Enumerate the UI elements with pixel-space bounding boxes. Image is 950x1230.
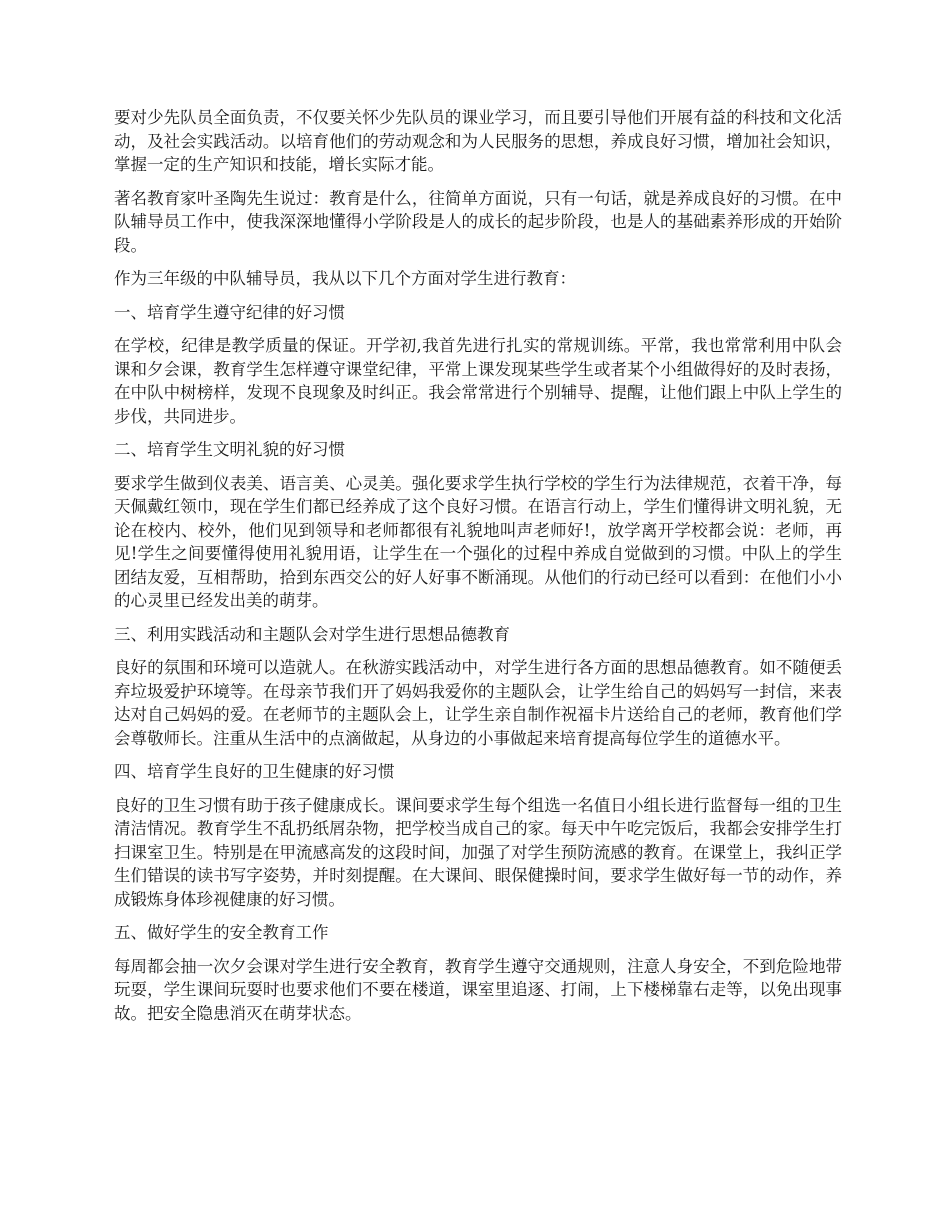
paragraph-quote: 著名教育家叶圣陶先生说过：教育是什么，往简单方面说，只有一句话，就是养成良好的习惯。在中队辅导员工作中，使我深深地懂得小学阶段是人的成长的起步阶段，也是人的基础素养形成的开始阶段。 [114,188,842,255]
section-heading-moral-education: 三、利用实践活动和主题队会对学生进行思想品德教育 [114,624,510,644]
section-heading-manners: 二、培育学生文明礼貌的好习惯 [114,440,345,459]
document-body [114,106,842,1035]
section-heading-safety: 五、做好学生的安全教育工作 [114,923,329,942]
section-heading-hygiene: 四、培育学生良好的卫生健康的好习惯 [114,762,395,781]
paragraph-safety: 每周都会抽一次夕会课对学生进行安全教育，教育学生遵守交通规则，注意人身安全，不到危险地带玩耍，学生课间玩耍时也要求他们不要在楼道，课室里追逐、打闹，上下楼梯靠右走等，以免出现事故。把安全隐患消灭在萌芽状态。 [114,956,842,1023]
paragraph-discipline: 在学校，纪律是教学质量的保证。开学初,我首先进行扎实的常规训练。平常，我也常常利用中队会课和夕会课，教育学生怎样遵守课堂纪律，平常上课发现某些学生或者某个小组做得好的及时表扬，在中队中树榜样，发现不良现象及时纠正。我会常常进行个别辅导、提醒，让他们跟上中队上学生的步伐，共同进步。 [114,336,842,426]
paragraph-overview: 作为三年级的中队辅导员，我从以下几个方面对学生进行教育： [114,269,576,288]
paragraph-hygiene: 良好的卫生习惯有助于孩子健康成长。课间要求学生每个组选一名值日小组长进行监督每一组的卫生清洁情况。教育学生不乱扔纸屑杂物，把学校当成自己的家。每天中午吃完饭后，我都会安排学生打扫课室卫生。特别是在甲流感高发的这段时间，加强了对学生预防流感的教育。在课堂上，我纠正学生们错误的读书写字姿势，并时刻提醒。在大课间、眼保健操时间，要求学生做好每一节的动作，养成锻炼身体珍视健康的好习惯。 [114,795,842,909]
section-heading-discipline: 一、培育学生遵守纪律的好习惯 [114,302,345,322]
paragraph-moral-education: 良好的氛围和环境可以造就人。在秋游实践活动中，对学生进行各方面的思想品德教育。如不随便丢弃垃圾爱护环境等。在母亲节我们开了妈妈我爱你的主题队会，让学生给自己的妈妈写一封信，来表达对自己妈妈的爱。在老师节的主题队会上，让学生亲自制作祝福卡片送给自己的老师，教育他们学会尊敬师长。注重从生活中的点滴做起，从身边的小事做起来培育提高每位学生的道德水平。 [114,658,842,748]
paragraph-intro: 要对少先队员全面负责，不仅要关怀少先队员的课业学习，而且要引导他们开展有益的科技和文化活动，及社会实践活动。以培育他们的劳动观念和为人民服务的思想，养成良好习惯，增加社会知识，掌握一定的生产知识和技能，增长实际才能。 [114,108,842,174]
paragraph-manners: 要求学生做到仪表美、语言美、心灵美。强化要求学生执行学校的学生行为法律规范，衣着干净，每天佩戴红领巾，现在学生们都已经养成了这个良好习惯。在语言行动上，学生们懂得讲文明礼貌，无论在校内、校外，他们见到领导和老师都很有礼貌地叫声老师好!，放学离开学校都会说：老师，再见!学生之间要懂得使用礼貌用语，让学生在一个强化的过程中养成自觉做到的习惯。中队上的学生团结友爱，互相帮助，拾到东西交公的好人好事不断涌现。从他们的行动已经可以看到：在他们小小的心灵里已经发出美的萌芽。 [114,473,842,610]
